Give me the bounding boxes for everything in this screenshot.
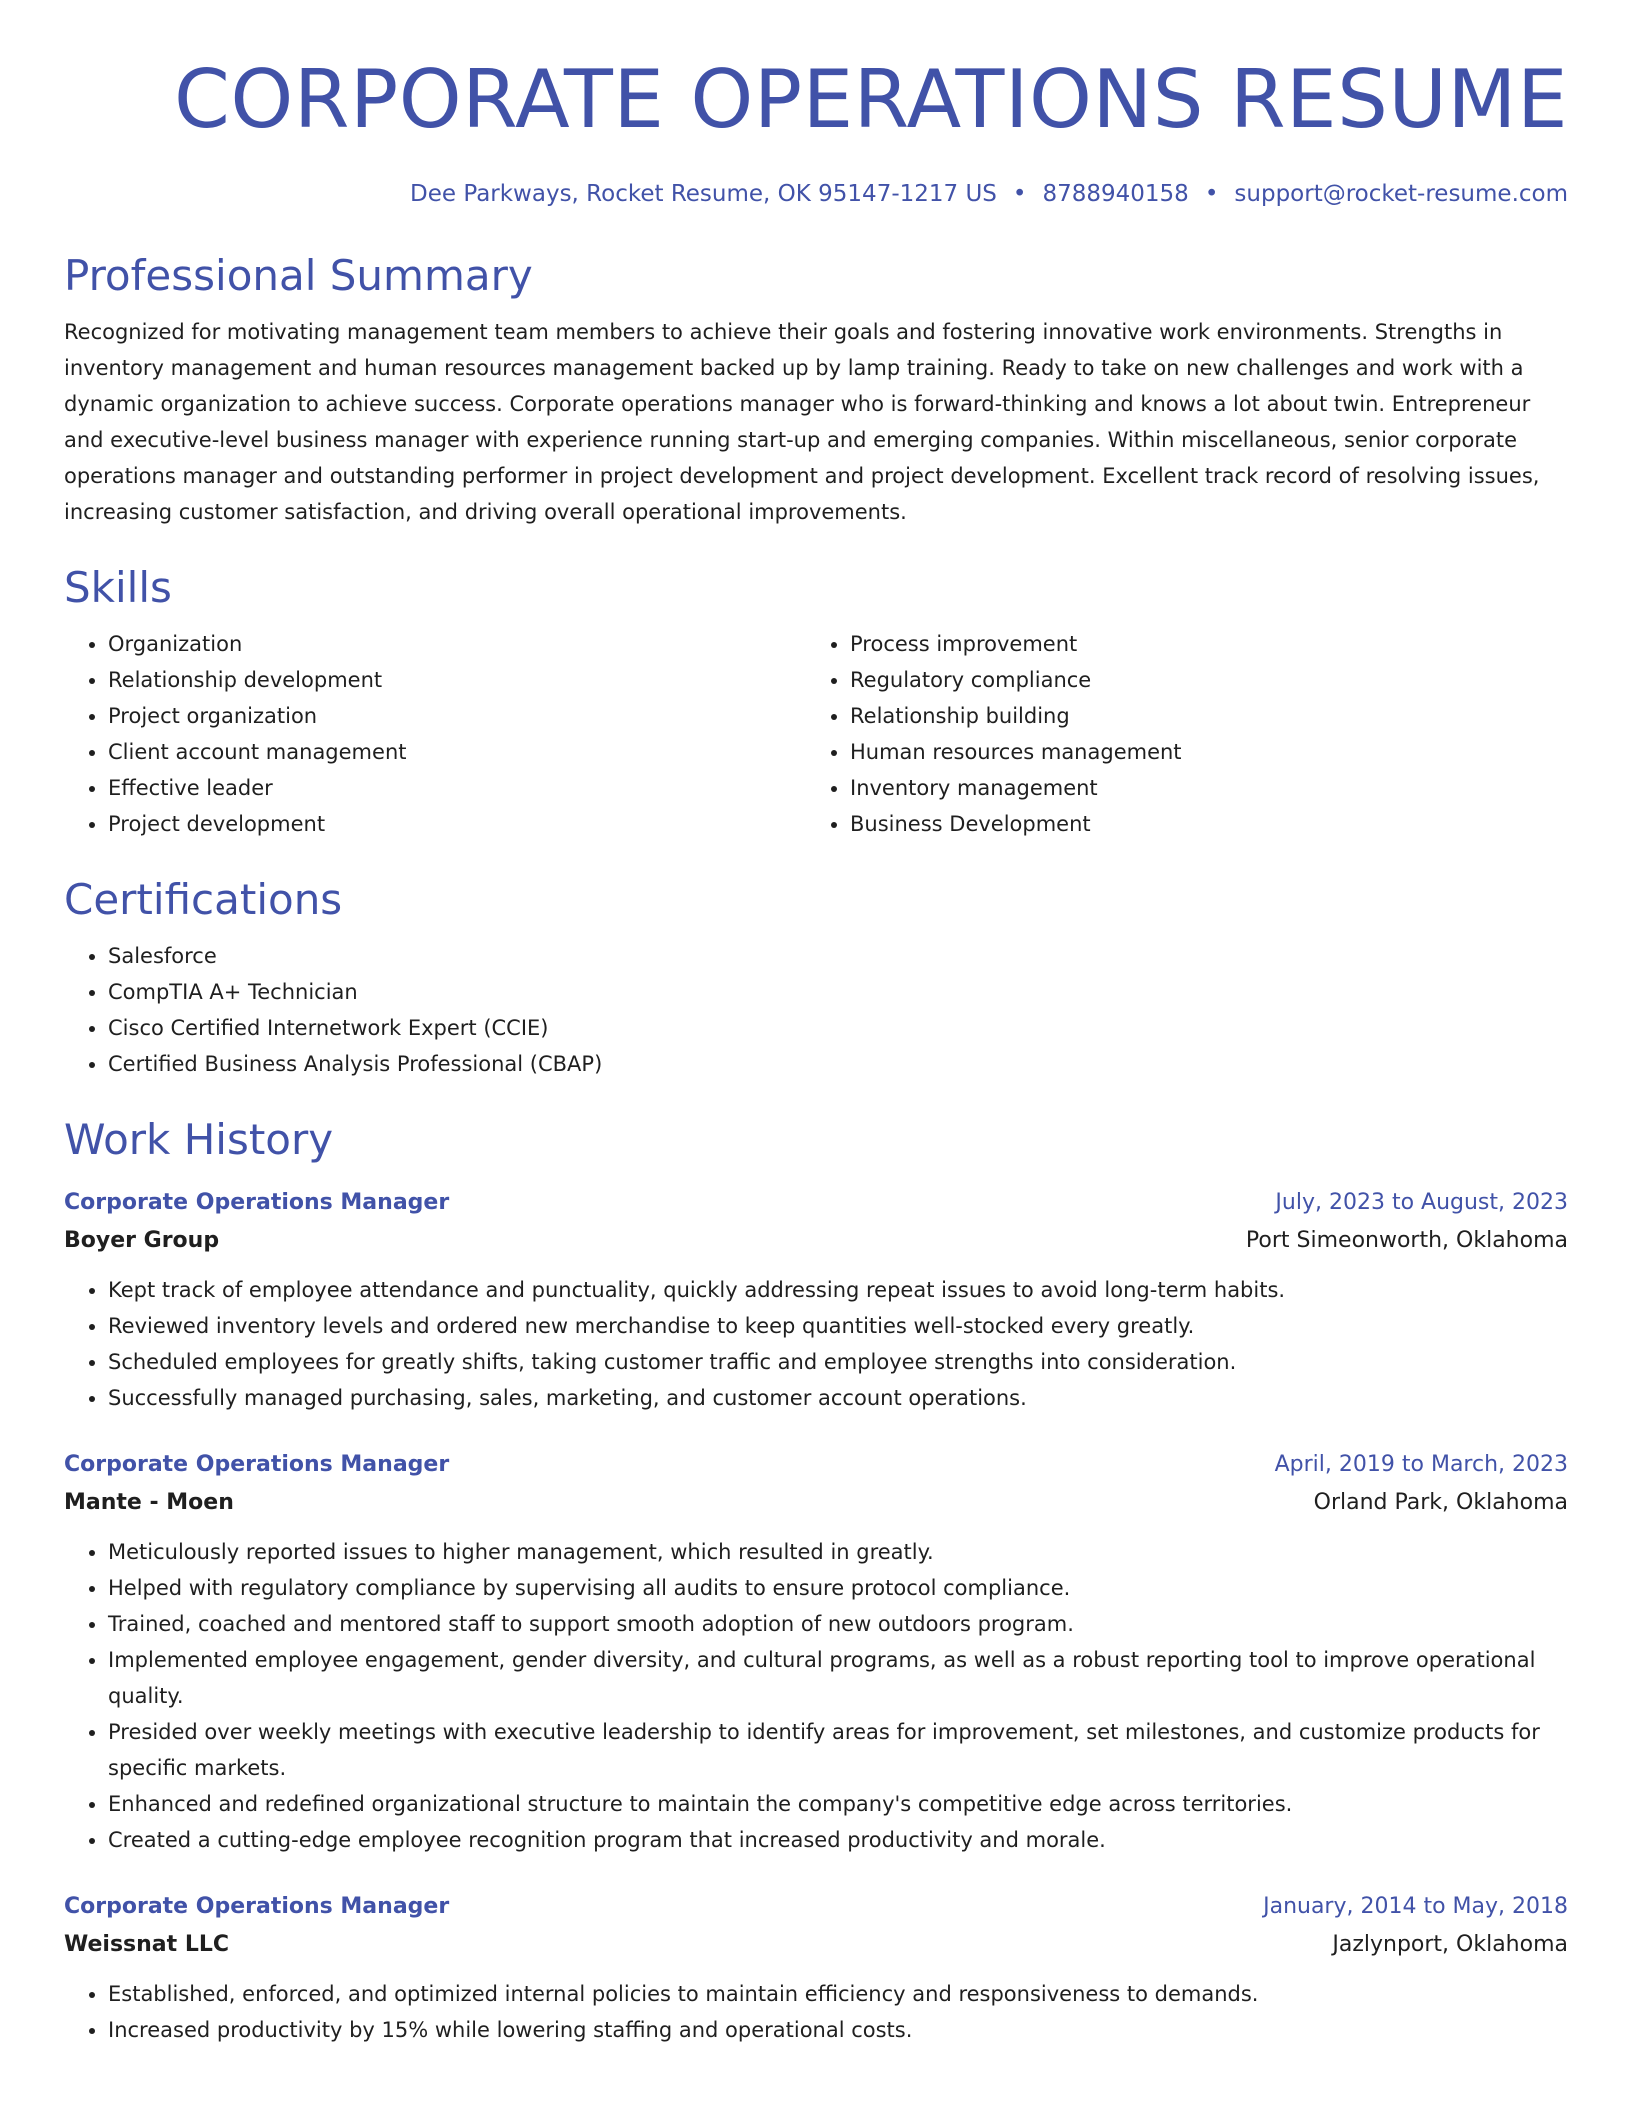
- skill-item: • Relationship development: [108, 662, 806, 698]
- job-bullet: • Meticulously reported issues to higher management, which resulted in greatly.: [108, 1534, 1568, 1570]
- skill-item: • Client account management: [108, 734, 806, 770]
- job-title-row: [64, 1888, 1568, 1926]
- job-bullet: • Enhanced and redefined organizational structure to maintain the company's competitive edge across territories.: [108, 1786, 1568, 1822]
- job-bullet: • Trained, coached and mentored staff to support smooth adoption of new outdoors program.: [108, 1606, 1568, 1642]
- job-title-row: [64, 1184, 1568, 1222]
- job-company-row: [64, 1222, 1568, 1260]
- job-title: Corporate Operations Manager: [64, 1894, 450, 1919]
- job-bullet: • Successfully managed purchasing, sales, marketing, and customer account operations.: [108, 1380, 1568, 1416]
- contact-email: support@rocket-resume.com: [1234, 181, 1568, 207]
- job-bullet: • Increased productivity by 15% while lowering staffing and operational costs.: [108, 2012, 1568, 2048]
- summary-text: Recognized for motivating management team members to achieve their goals and fostering innovative work environments. Strengths in inventory management and human resources management backed up by lamp training. Ready to take on new challenges and work with a dynamic organization to achieve success. Corporate operations manager who is forward-thinking and knows a lot about twin. Entrepreneur and executive-level business manager with experience running start-up and emerging companies. Within miscellaneous, senior corporate operations manager and outstanding performer in project development and project development. Excellent track record of resolving issues, increasing customer satisfaction, and driving overall operational improvements.: [64, 320, 1540, 524]
- job-bullets: [64, 1976, 1568, 2048]
- work-history-section: [64, 1114, 1568, 2048]
- job-entry: [64, 1184, 1568, 1416]
- certification-item: • Certified Business Analysis Professional (CBAP): [108, 1046, 1568, 1082]
- job-location: Jazlynport, Oklahoma: [1332, 1932, 1568, 1957]
- section-heading-skills: Skills: [64, 563, 172, 612]
- certification-item: • Salesforce: [108, 938, 1568, 974]
- skill-item: • Inventory management: [850, 770, 1568, 806]
- job-dates: January, 2014 to May, 2018: [1263, 1894, 1568, 1919]
- job-company: Boyer Group: [64, 1228, 220, 1253]
- skill-item: • Effective leader: [108, 770, 806, 806]
- skill-item: • Project organization: [108, 698, 806, 734]
- section-heading-work-history: Work History: [64, 1115, 334, 1164]
- job-company: Weissnat LLC: [64, 1932, 229, 1957]
- job-bullet: • Kept track of employee attendance and punctuality, quickly addressing repeat issues to avoid long-term habits.: [108, 1272, 1568, 1308]
- job-bullet: • Helped with regulatory compliance by supervising all audits to ensure protocol compliance.: [108, 1570, 1568, 1606]
- job-company: Mante - Moen: [64, 1490, 234, 1515]
- contact-line: [64, 178, 1568, 210]
- certification-item: • Cisco Certified Internetwork Expert (CCIE): [108, 1010, 1568, 1046]
- job-bullet: • Implemented employee engagement, gender diversity, and cultural programs, as well as a robust reporting tool to improve operational quality.: [108, 1642, 1568, 1714]
- job-bullet: • Scheduled employees for greatly shifts, taking customer traffic and employee strengths into consideration.: [108, 1344, 1568, 1380]
- certification-item: • CompTIA A+ Technician: [108, 974, 1568, 1010]
- resume-title: CORPORATE OPERATIONS RESUME: [174, 53, 1568, 146]
- skills-grid: [64, 626, 1568, 842]
- contact-phone: 8788940158: [1042, 181, 1189, 207]
- skills-list-right: [806, 626, 1568, 842]
- skill-item: • Human resources management: [850, 734, 1568, 770]
- skill-item: • Project development: [108, 806, 806, 842]
- job-bullet: • Presided over weekly meetings with executive leadership to identify areas for improvement, set milestones, and customize products for specific markets.: [108, 1714, 1568, 1786]
- job-dates: July, 2023 to August, 2023: [1275, 1190, 1568, 1215]
- professional-summary-section: [64, 250, 1568, 530]
- contact-separator: •: [1204, 181, 1219, 207]
- job-title: Corporate Operations Manager: [64, 1452, 450, 1477]
- certifications-list: [64, 938, 1568, 1082]
- job-bullet: • Established, enforced, and optimized internal policies to maintain efficiency and responsiveness to demands.: [108, 1976, 1568, 2012]
- job-bullet: • Created a cutting-edge employee recognition program that increased productivity and morale.: [108, 1822, 1568, 1858]
- job-company-row: [64, 1926, 1568, 1964]
- skill-item: • Regulatory compliance: [850, 662, 1568, 698]
- job-title-row: [64, 1446, 1568, 1484]
- job-dates: April, 2019 to March, 2023: [1274, 1452, 1568, 1477]
- skills-list-left: [64, 626, 806, 842]
- section-heading-certifications: Certifications: [64, 875, 343, 924]
- job-bullets: [64, 1534, 1568, 1858]
- skill-item: • Organization: [108, 626, 806, 662]
- job-bullets: [64, 1272, 1568, 1416]
- job-location: Port Simeonworth, Oklahoma: [1245, 1228, 1568, 1253]
- job-bullet: • Reviewed inventory levels and ordered new merchandise to keep quantities well-stocked every greatly.: [108, 1308, 1568, 1344]
- skill-item: • Business Development: [850, 806, 1568, 842]
- job-entry: [64, 1888, 1568, 2048]
- contact-address: Dee Parkways, Rocket Resume, OK 95147-1217 US: [410, 181, 997, 207]
- job-title: Corporate Operations Manager: [64, 1190, 450, 1215]
- section-heading-summary: Professional Summary: [64, 251, 533, 300]
- contact-separator: •: [1012, 181, 1027, 207]
- job-entry: [64, 1446, 1568, 1858]
- skill-item: • Process improvement: [850, 626, 1568, 662]
- job-location: Orland Park, Oklahoma: [1313, 1490, 1568, 1515]
- certifications-section: [64, 874, 1568, 1082]
- job-company-row: [64, 1484, 1568, 1522]
- skills-section: [64, 562, 1568, 842]
- skill-item: • Relationship building: [850, 698, 1568, 734]
